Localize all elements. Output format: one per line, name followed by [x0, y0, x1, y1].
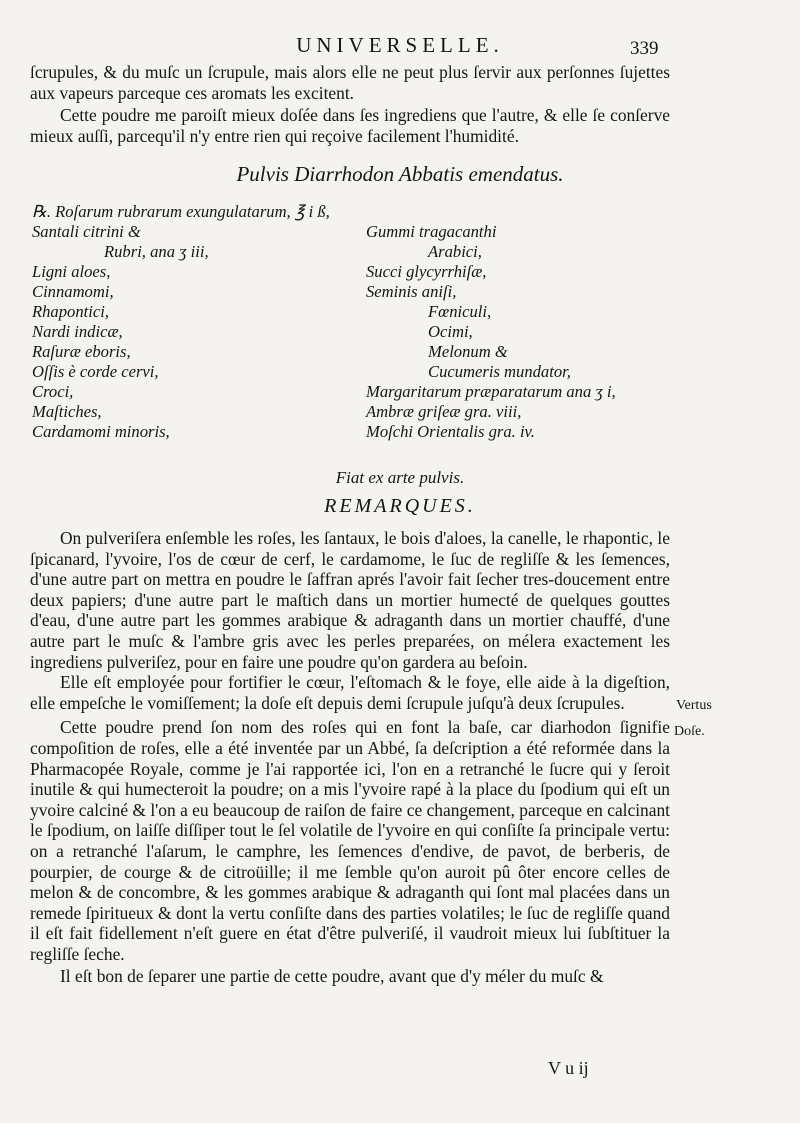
- remarks-paragraph-2: Elle eſt employée pour fortifier le cœur, l'eſtomach & le foye, elle aide à la digeſtion, elle empeſche le vomiſſement; la doſe eſt depuis demi ſcrupule juſqu'à deux ſcrupules.: [30, 672, 670, 713]
- ingredient-item: Fœniculi,: [428, 302, 492, 321]
- ingredient-item: Margaritarum præparatarum ana ʒ i,: [366, 382, 616, 401]
- ingredient-item: Maſtiches,: [32, 402, 102, 421]
- ingredient-item: Melonum &: [428, 342, 508, 361]
- ingredient-item: Arabici,: [428, 242, 482, 261]
- ingredient-item: Ligni aloes,: [32, 262, 111, 281]
- ingredient-item: Cinnamomi,: [32, 282, 114, 301]
- remarks-text: [30, 528, 670, 987]
- recipe-closing: Fiat ex arte pulvis.: [335, 468, 465, 487]
- ingredient-item: Oſſis è corde cervi,: [32, 362, 159, 381]
- ingredient-item: Croci,: [32, 382, 74, 401]
- ingredient-item: Cardamomi minoris,: [32, 422, 170, 441]
- recipe-title: Pulvis Diarrhodon Abbatis emendatus.: [236, 162, 564, 186]
- ingredient-item: Cucumeris mundator,: [428, 362, 571, 381]
- intro-paragraph-2: Cette poudre me paroiſt mieux doſée dans ſes ingrediens que l'autre, & elle ſe conſerve mieux auſſi, parcequ'il n'y entre rien qui reçoive facilement l'humidité.: [30, 105, 670, 146]
- remarks-paragraph-1: On pulveriſera enſemble les roſes, les ſantaux, le bois d'aloes, la canelle, le rhapontic, le ſpicanard, l'yvoire, l'os de cœur de cerf, le cardamome, le ſuc de regliſſe & les ſemences, d'une autre part on mettra en poudre le ſaffran aprés l'avoir fait ſecher tres-doucement entre deux papiers; d'une autre part le maſtich dans un mortier humecté de quelques gouttes d'eau, d'une autre part les gommes arabique & adraganth dans un mortier chauffé, d'une autre part le muſc & l'ambre gris avec les perles preparées, on mélera exactement les ingrediens pulveriſez, pour en faire une poudre qu'on gardera au beſoin.: [30, 528, 670, 672]
- margin-note-vertus: Vertus: [676, 698, 712, 713]
- ingredient-item: Santali citrini &: [32, 222, 141, 241]
- ingredient-item: Ocimi,: [428, 322, 473, 341]
- page-number: 339: [630, 38, 659, 59]
- intro-text: [30, 62, 670, 146]
- remarks-paragraph-4: Il eſt bon de ſeparer une partie de cette poudre, avant que d'y méler du muſc &: [60, 966, 604, 987]
- ingredient-item: Succi glycyrrhiſæ,: [366, 262, 487, 281]
- ingredient-item: Gummi tragacanthi: [366, 222, 497, 241]
- ingredient-item: Seminis aniſi,: [366, 282, 457, 301]
- ingredient-item: Rubri, ana ʒ iii,: [104, 242, 209, 261]
- ingredient-item: ℞. Roſarum rubrarum exungulatarum, ℥ i ß,: [32, 202, 330, 221]
- ingredient-item: Moſchi Orientalis gra. iv.: [366, 422, 535, 441]
- ingredient-item: Rhapontici,: [32, 302, 109, 321]
- ingredients-left-column: [32, 202, 330, 442]
- ingredients-right-column: [366, 222, 616, 442]
- running-head: UNIVERSELLE.: [296, 33, 504, 57]
- remarks-heading: REMARQUES.: [324, 495, 476, 517]
- ingredient-item: Raſuræ eboris,: [32, 342, 131, 361]
- ingredient-item: Ambræ griſeæ gra. viii,: [366, 402, 522, 421]
- remarks-paragraph-3: Cette poudre prend ſon nom des roſes qui en font la baſe, car diarhodon ſignifie compoſition de roſes, elle a été inventée par un Abbé, ſa deſcription a été reformée dans la Pharmacopée Royale, comme je l'ai rapportée ici, l'on en a retranché le ſucre qui y ſeroit inutile & qui humecteroit la poudre; on a mis l'yvoire rapé à la place du ſpodium qui eſt un yvoire calciné & l'on a eu beaucoup de raiſon de faire ce changement, parceque en calcinant le ſpodium, on laiſſe diſſiper tout le ſel volatile de l'yvoire en qui conſiſte ſa principale vertu: on a retranché l'aſarum, le camphre, les ſemences d'endive, de pavot, de berberis, de pourpier, de courge & de citroüille; il me ſemble qu'on auroit pû ôter encore celles de melon & de concombre, & les gommes arabique & adraganth qui ſont mal placées dans un remede ſpiritueux & dont la vertu conſiſte dans des parties volatiles; le ſuc de regliſſe quand il eſt fait fidellement n'eſt guere en état d'être pulveriſé, il vaudroit mieux lui ſubſtituer la regliſſe ſeche.: [30, 717, 670, 964]
- signature-mark: V u ij: [548, 1058, 589, 1078]
- ingredient-item: Nardi indicæ,: [32, 322, 123, 341]
- intro-paragraph-1: ſcrupules, & du muſc un ſcrupule, mais alors elle ne peut plus ſervir aux perſonnes ſujettes aux vapeurs parceque ces aromats les excitent.: [30, 62, 670, 103]
- margin-note-dose: Doſe.: [674, 724, 705, 739]
